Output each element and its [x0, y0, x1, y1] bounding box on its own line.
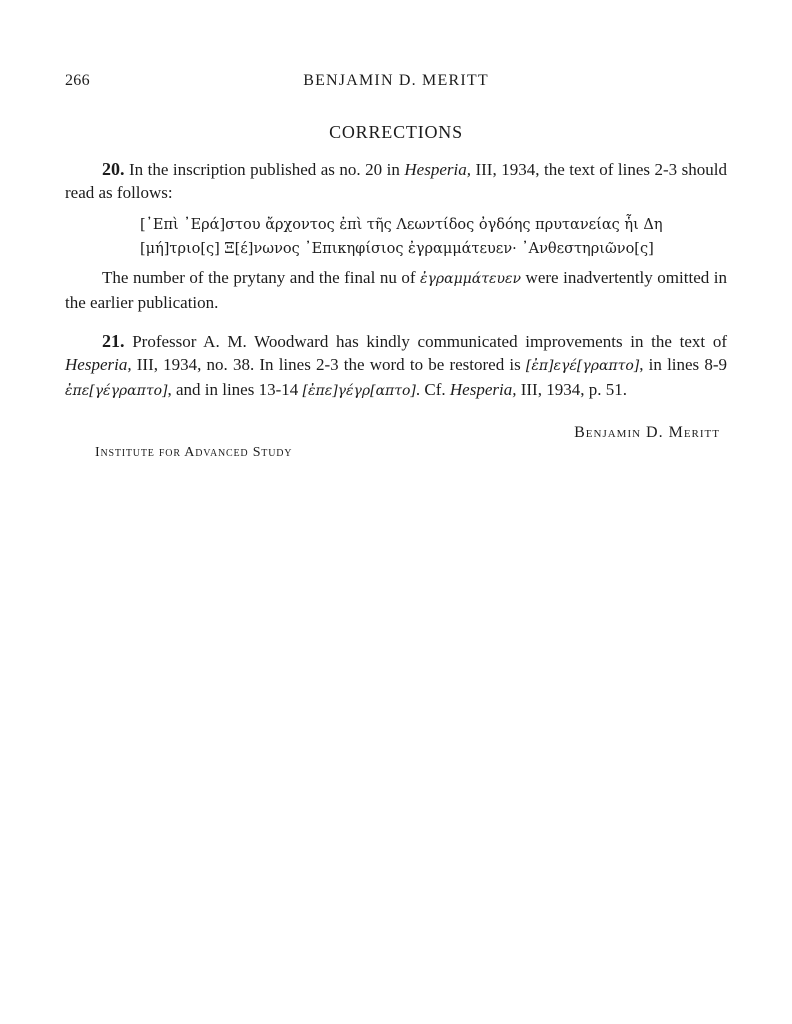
correction-20-intro [65, 158, 727, 204]
entry-number: 20. [102, 159, 125, 179]
body-text: III, 1934, p. 51. [516, 380, 627, 399]
body-text: In the inscription published as no. 20 in [124, 160, 405, 179]
author-signature: Benjamin D. Meritt [574, 424, 720, 441]
journal-title: Hesperia, [65, 355, 132, 374]
section-title: CORRECTIONS [329, 122, 463, 142]
author-affiliation: Institute for Advanced Study [95, 445, 293, 460]
body-text: III, 1934, the text of lines 2-3 should read as follows: [65, 160, 728, 202]
greek-word: ἐγραμμάτευεν [420, 271, 522, 287]
running-head-author: BENJAMIN D. MERITT [303, 72, 489, 89]
body-text: Professor A. M. Woodward has kindly communicated improvements in the text of [124, 332, 727, 351]
correction-20-note [65, 266, 727, 314]
greek-word: [ἐπ]εγέ[γραπτο] [525, 358, 640, 374]
body-text: III, 1934, no. 38. In lines 2-3 the word to be restored is [131, 355, 526, 374]
correction-21 [65, 330, 727, 403]
entry-number: 21. [102, 331, 125, 351]
greek-word: ἐπε[γέγραπτο] [65, 383, 168, 399]
journal-title: Hesperia, [404, 160, 471, 179]
greek-word: [ἐπε]γέγρ[απτο] [302, 383, 416, 399]
body-text: The number of the prytany and the final nu of [102, 268, 421, 287]
body-text: , and in lines 13-14 [167, 380, 303, 399]
body-text: . Cf. [415, 380, 450, 399]
inscription-line: [᾿Επὶ ᾿Ερά]στου ἄρχοντος ἐπὶ τῆς Λεωντίδος ὀγδόης πρυτανείας ἧι Δη [140, 217, 663, 233]
body-text: , in lines 8-9 [639, 355, 728, 374]
running-head [65, 72, 727, 94]
journal-title: Hesperia, [449, 380, 517, 399]
page-number: 266 [65, 72, 90, 89]
body-text: were inadvertently omitted in the earlier publication. [65, 268, 727, 312]
inscription-line: [μή]τριο[ς] Ξ[έ]νωνος ᾿Επικηφίσιος ἐγραμμάτευεν· ᾿Ανθεστηριῶνο[ς] [140, 241, 654, 257]
greek-inscription [140, 213, 700, 261]
